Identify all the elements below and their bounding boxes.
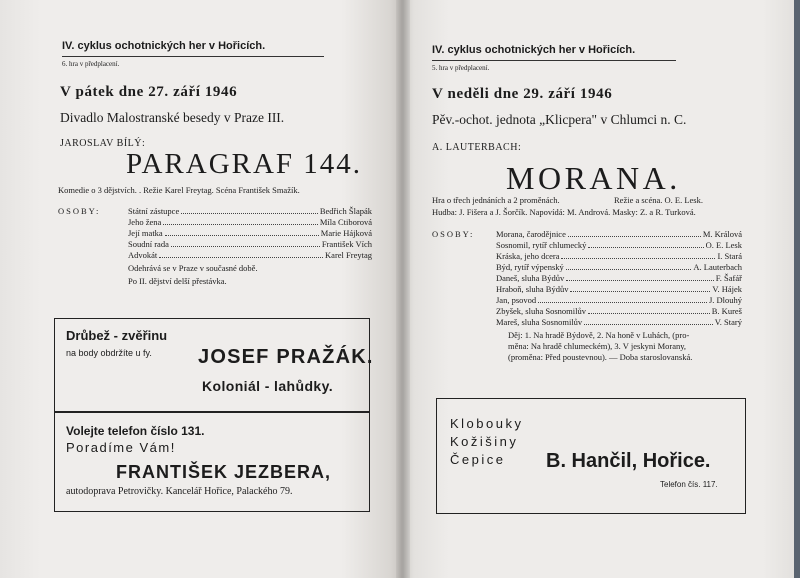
cast-label: OSOBY: <box>58 206 101 216</box>
scenes-line-2: měna: Na hradě chlumeckém), 3. V jeskyni Morany, <box>508 341 687 351</box>
cycle-heading: IV. cyklus ochotnických her v Hořicích. <box>62 40 266 52</box>
actor: Míla Ctiborová <box>319 217 372 227</box>
scenes-line-1: Děj: 1. Na hradě Býdově, 2. Na honě v Luhách, (pro- <box>508 330 690 340</box>
performance-date: V pátek dne 27. září 1946 <box>60 84 238 100</box>
role: Morana, čarodějnice <box>496 229 566 239</box>
cast-row <box>128 228 372 238</box>
role: Soudní rada <box>128 239 169 249</box>
ad-poultry-line: Drůbež - zvěřinu <box>66 328 168 343</box>
scenes-line-3: (proměna: Před poustevnou). — Doba staroslovanská. <box>508 352 693 362</box>
ad-merchant-name: JOSEF PRAŽÁK. <box>198 346 374 368</box>
dot-leader <box>570 284 710 292</box>
dot-leader <box>561 251 715 259</box>
cast-row <box>496 262 742 272</box>
actor: Marie Hájková <box>320 228 372 238</box>
actor: I. Stará <box>717 251 742 261</box>
actor: V. Hájek <box>712 284 742 294</box>
cast-row <box>496 295 742 305</box>
actor: František Vích <box>321 239 372 249</box>
role: Kráska, jeho dcera <box>496 251 560 261</box>
actor: F. Šafář <box>715 273 742 283</box>
cast-row <box>496 306 742 316</box>
dot-leader <box>566 273 714 281</box>
play-credits: Hudba: J. Fišera a J. Šorčík. Napovídá: M. Andrová. Masky: Z. a R. Turková. <box>432 207 696 217</box>
cast-row <box>128 250 372 260</box>
dot-leader <box>588 240 703 248</box>
theatre-venue: Divadlo Malostranské besedy v Praze III. <box>60 110 285 125</box>
ad-phone: Telefon čís. 117. <box>660 480 718 489</box>
ad-divider <box>54 411 370 413</box>
book-gutter <box>396 0 410 578</box>
role: Sosnomil, rytíř chlumecký <box>496 240 587 250</box>
heading-rule <box>432 60 676 61</box>
actor: O. E. Lesk <box>705 240 742 250</box>
ad-advice-line: Poradíme Vám! <box>66 440 176 455</box>
actor: A. Lauterbach <box>693 262 742 272</box>
author: JAROSLAV BÍLÝ: <box>60 138 146 149</box>
play-title: MORANA. <box>506 160 681 196</box>
play-description: Komedie o 3 dějstvích. . Režie Karel Freytag. Scéna František Smažík. <box>58 185 300 195</box>
dot-leader <box>181 206 318 214</box>
role: Jan, psovod <box>496 295 537 305</box>
cast-row <box>128 206 372 216</box>
ad-shop-name: B. Hančil, Hořice. <box>546 450 711 472</box>
play-direction: Režie a scéna. O. E. Lesk. <box>614 195 703 205</box>
actor: V. Starý <box>714 317 742 327</box>
role: Jeho žena <box>128 217 162 227</box>
cast-row <box>128 217 372 227</box>
play-title: PARAGRAF 144. <box>126 148 363 180</box>
actor: B. Kureš <box>711 306 742 316</box>
role: Její matka <box>128 228 163 238</box>
subscription-note: 6. hra v předplacení. <box>62 60 120 68</box>
ensemble-venue: Pěv.-ochot. jednota „Klicpera" v Chlumci n. C. <box>432 112 687 127</box>
dot-leader <box>165 228 319 236</box>
ad-caps-line: Čepice <box>450 452 506 467</box>
ad-address-line: autodoprava Petrovičky. Kancelář Hořice, Palackého 79. <box>66 486 293 497</box>
dot-leader <box>588 306 710 314</box>
ad-points-line: na body obdržíte u fy. <box>66 348 152 358</box>
play-description: Hra o třech jednáních a 2 proměnách. <box>432 195 560 205</box>
performance-date: V neděli dne 29. září 1946 <box>432 86 613 102</box>
role: Mareš, sluha Sosnomilův <box>496 317 583 327</box>
cast-row <box>496 240 742 250</box>
subscription-note: 5. hra v předplacení. <box>432 64 490 72</box>
actor: Karel Freytag <box>325 250 372 260</box>
ad-transport-name: FRANTIŠEK JEZBERA, <box>116 462 332 482</box>
cast-row <box>496 251 742 261</box>
dot-leader <box>566 262 692 270</box>
role: Advokát <box>128 250 158 260</box>
role: Hraboň, sluha Býdův <box>496 284 569 294</box>
dot-leader <box>163 217 318 225</box>
role: Zbyšek, sluha Sosnomilův <box>496 306 586 316</box>
author: A. LAUTERBACH: <box>432 142 522 153</box>
ad-hats-line: Klobouky <box>450 416 524 431</box>
cast-row <box>496 273 742 283</box>
ad-phone-line: Volejte telefon číslo 131. <box>66 424 205 438</box>
role: Státní zástupce <box>128 206 180 216</box>
cast-label: OSOBY: <box>432 229 475 239</box>
dot-leader <box>538 295 707 303</box>
dot-leader <box>171 239 320 247</box>
right-page <box>402 0 794 578</box>
actor: Bedřich Šlapák <box>319 206 372 216</box>
cast-row <box>496 284 742 294</box>
ad-furs-line: Kožišiny <box>450 434 519 449</box>
actor: M. Králová <box>702 229 742 239</box>
dot-leader <box>584 317 713 325</box>
cast-row <box>496 229 742 239</box>
actor: J. Dlouhý <box>708 295 742 305</box>
intermission-note: Po II. dějství delší přestávka. <box>128 276 227 286</box>
dot-leader <box>159 250 323 258</box>
heading-rule <box>62 56 324 57</box>
dot-leader <box>568 229 701 237</box>
ad-grocery-line: Koloniál - lahůdky. <box>202 378 334 394</box>
role: Býd, rytíř výpenský <box>496 262 564 272</box>
cast-row <box>128 239 372 249</box>
cycle-heading: IV. cyklus ochotnických her v Hořicích. <box>432 44 636 56</box>
role: Daneš, sluha Býdův <box>496 273 565 283</box>
cast-row <box>496 317 742 327</box>
setting-note: Odehrává se v Praze v současné době. <box>128 263 258 273</box>
